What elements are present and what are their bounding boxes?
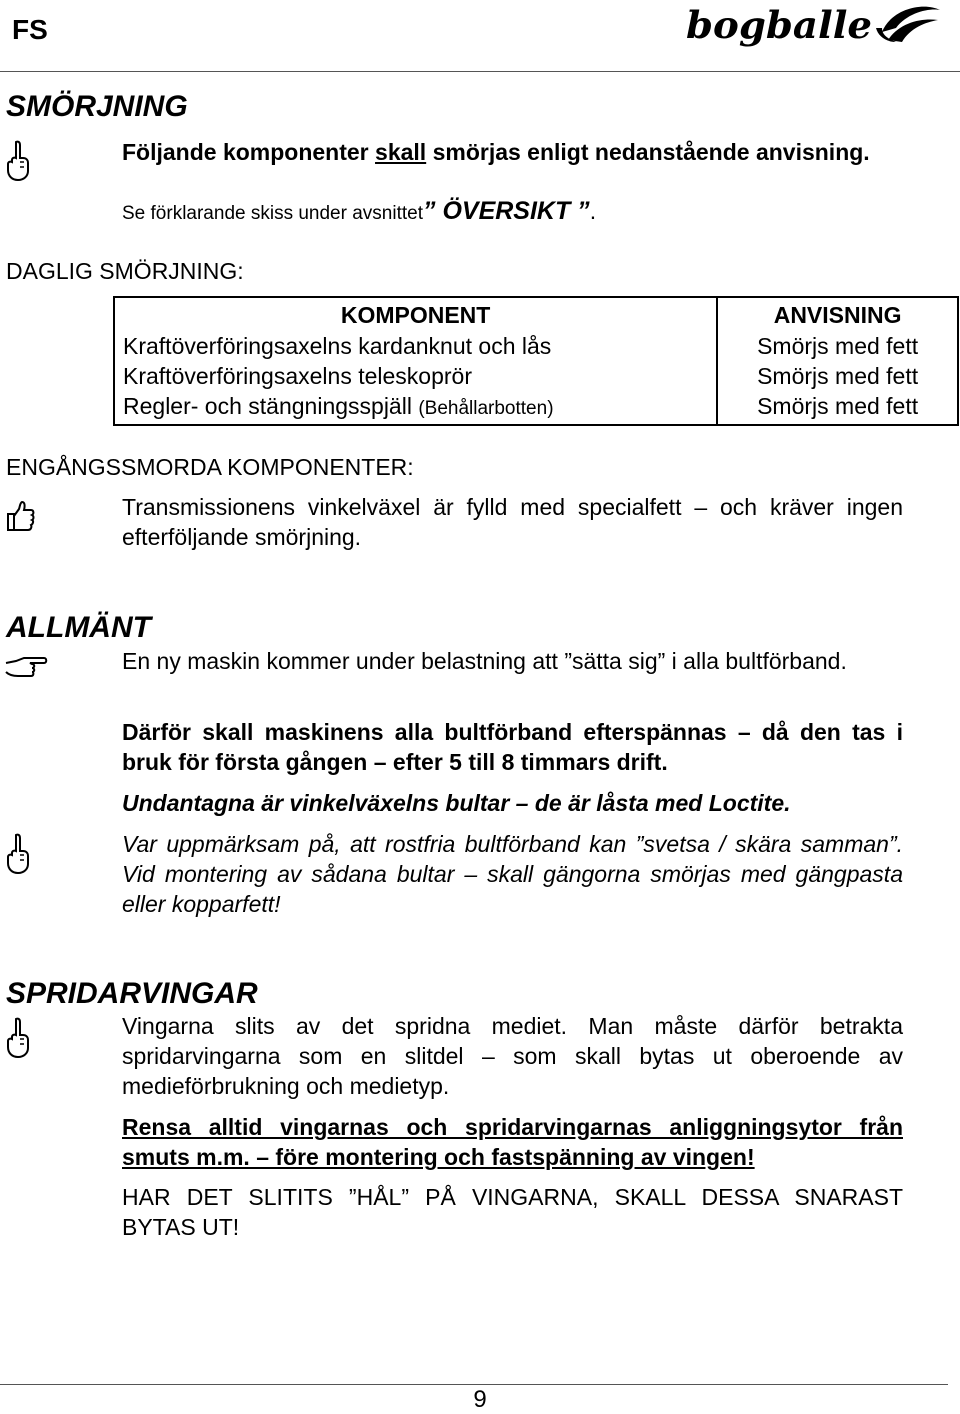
logo-wordmark: bogballe: [686, 3, 872, 47]
logo-swoosh-icon: [876, 7, 940, 42]
component-note: (Behållarbotten): [418, 398, 554, 419]
attention-hand-icon: [4, 140, 34, 182]
lubrication-intro: Följande komponenter skall smörjas enligt nedanstående anvisning.: [122, 139, 870, 165]
instruction-cell: Smörjs med fett: [717, 361, 958, 391]
overview-reference: ” ÖVERSIKT ”: [423, 197, 590, 225]
table-row: [114, 391, 958, 425]
general-paragraph-1: En ny maskin kommer under belastning att ”sätta sig” i alla bultförband.: [122, 648, 847, 674]
table-row: [114, 331, 958, 361]
instruction-cell: Smörjs med fett: [717, 391, 958, 425]
daily-lubrication-heading: DAGLIG SMÖRJNING:: [6, 258, 244, 284]
component-cell: Regler- och stängningsspjäll (Behållarbotten): [114, 391, 717, 425]
spreader-vanes-title: SPRIDARVINGAR: [6, 977, 258, 1010]
footer-divider: [0, 1384, 948, 1385]
attention-hand-icon: [4, 833, 34, 875]
attention-hand-icon: [4, 1017, 34, 1059]
onetime-lubricated-text: Transmissionens vinkelväxel är fylld med specialfett – och kräver ingen efterföljande smörjning.: [122, 494, 903, 550]
general-paragraph-2: Därför skall maskinens alla bultförband efterspännas – då den tas i bruk för första gången – efter 5 till 8 timmars drift.: [122, 719, 903, 775]
lubrication-intro-note: Se förklarande skiss under avsnittet” ÖVERSIKT ”.: [122, 197, 597, 225]
column-header-component: KOMPONENT: [114, 297, 717, 331]
spreader-vanes-paragraph-3: HAR DET SLITITS ”HÅL” PÅ VINGARNA, SKALL DESSA SNARAST BYTAS UT!: [122, 1184, 903, 1240]
thumb-up-hand-icon: [4, 500, 36, 534]
table-row: [114, 361, 958, 391]
instruction-cell: Smörjs med fett: [717, 331, 958, 361]
onetime-lubricated-heading: ENGÅNGSSMORDA KOMPONENTER:: [6, 454, 414, 480]
general-title: ALLMÄNT: [6, 611, 151, 644]
pointing-hand-icon: [4, 655, 48, 681]
lubrication-title: SMÖRJNING: [6, 90, 188, 123]
general-paragraph-3: Undantagna är vinkelväxelns bultar – de är låsta med Loctite.: [122, 790, 791, 816]
component-cell: Kraftöverföringsaxelns kardanknut och lås: [114, 331, 717, 361]
header-divider: [0, 71, 960, 72]
general-paragraph-4: Var uppmärksam på, att rostfria bultförband kan ”svetsa / skära samman”. Vid montering av sådana bultar – skall gängorna smörjas med gängpasta eller kopparfett!: [122, 831, 903, 917]
bogballe-logo: [686, 2, 942, 48]
page-number: 9: [473, 1386, 487, 1413]
spreader-vanes-paragraph-2: Rensa alltid vingarnas och spridarvingarnas anliggningsytor från smuts m.m. – före montering och fastspänning av vingen!: [122, 1114, 903, 1170]
section-code: FS: [12, 14, 48, 45]
spreader-vanes-paragraph-1: Vingarna slits av det spridna mediet. Man måste därför betrakta spridarvingarna som en slitdel – som skall bytas ut oberoende av medieförbrukning och medietyp.: [122, 1013, 903, 1099]
lubrication-table: [113, 296, 959, 426]
column-header-instruction: ANVISNING: [717, 297, 958, 331]
component-cell: Kraftöverföringsaxelns teleskoprör: [114, 361, 717, 391]
table-header-row: [114, 297, 958, 331]
